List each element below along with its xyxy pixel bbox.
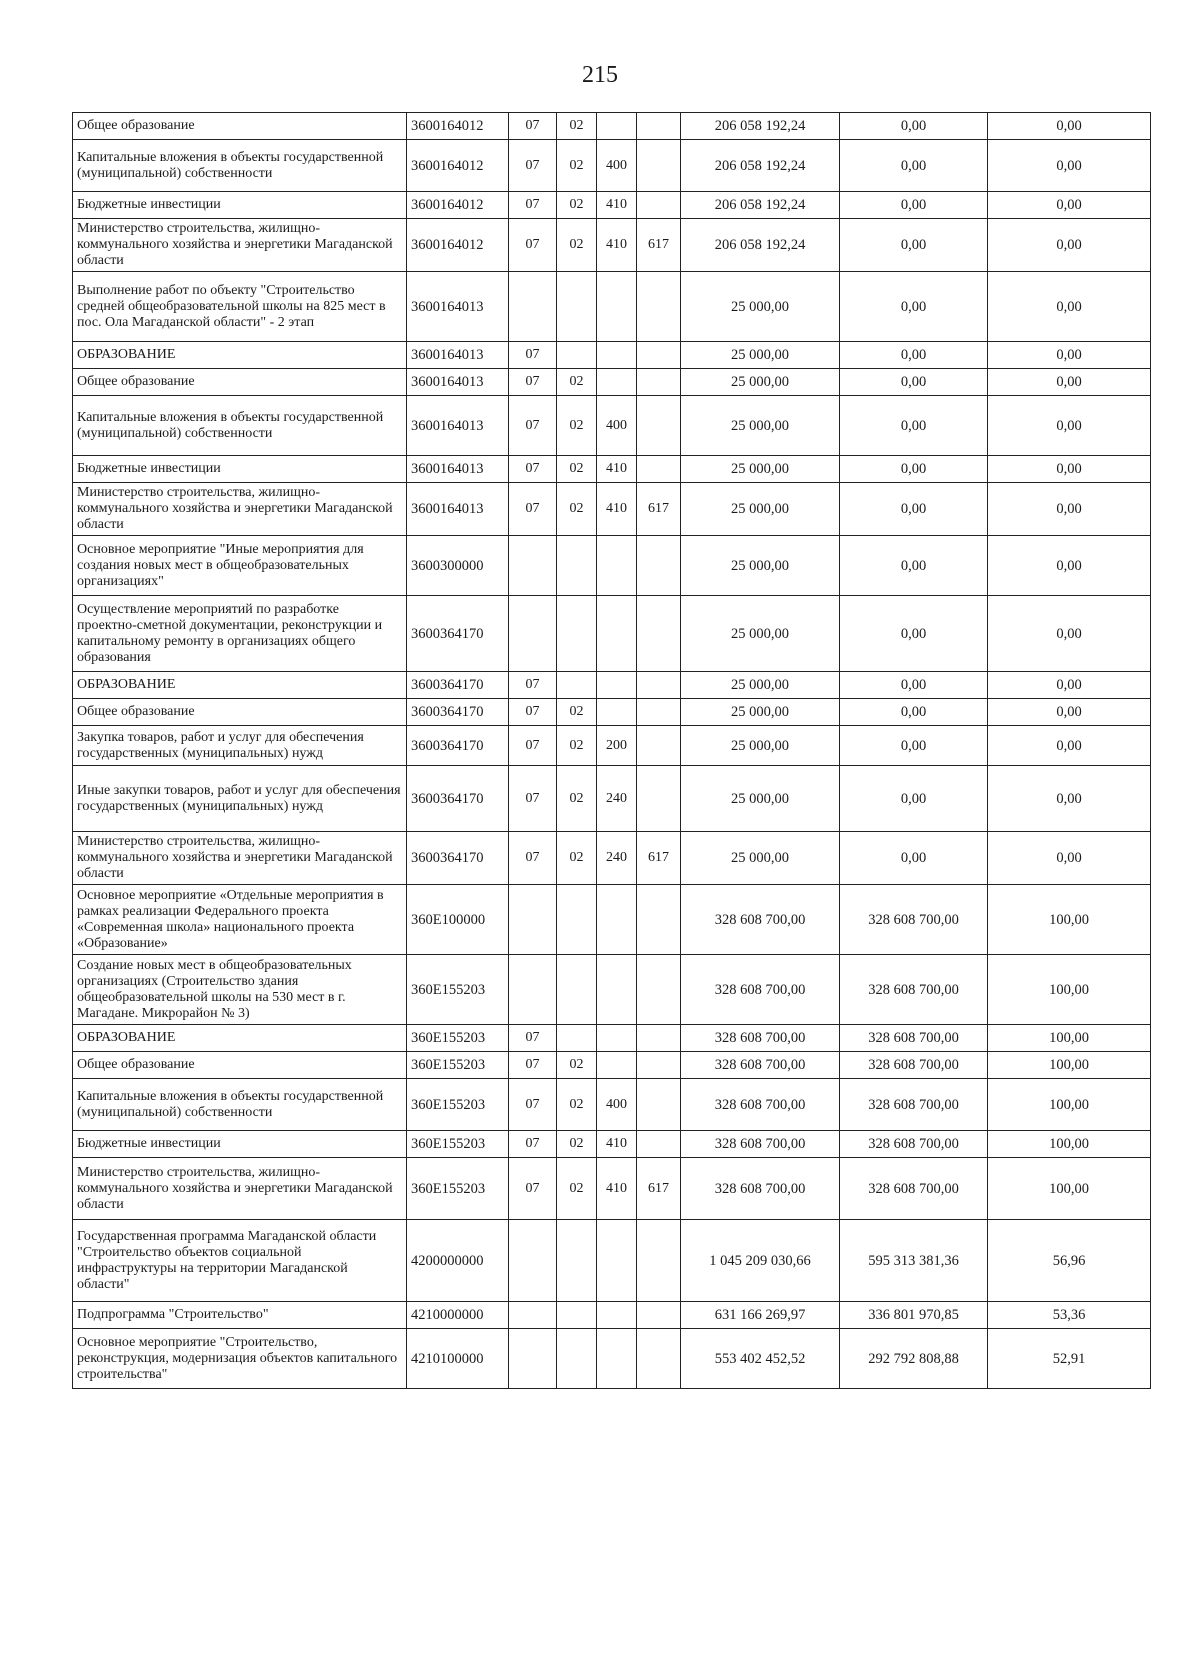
table-row xyxy=(73,1079,1151,1131)
row-name-cell: Министерство строительства, жилищно-коммунального хозяйства и энергетики Магаданской области xyxy=(73,483,407,536)
target-article-cell: 4200000000 xyxy=(407,1220,509,1302)
subsection-cell: 02 xyxy=(557,1079,597,1131)
approved-amount-cell: 328 608 700,00 xyxy=(681,955,840,1025)
target-article-cell: 360E100000 xyxy=(407,885,509,955)
subsection-cell xyxy=(557,885,597,955)
approved-amount-cell: 328 608 700,00 xyxy=(681,1079,840,1131)
execution-percent-cell: 0,00 xyxy=(988,456,1151,483)
subsection-cell xyxy=(557,672,597,699)
section-cell: 07 xyxy=(509,1131,557,1158)
table-row xyxy=(73,483,1151,536)
executed-amount-cell: 328 608 700,00 xyxy=(840,1052,988,1079)
ministry-code-cell xyxy=(637,1220,681,1302)
row-name-cell: Бюджетные инвестиции xyxy=(73,1131,407,1158)
execution-percent-cell: 100,00 xyxy=(988,1052,1151,1079)
expense-type-cell: 400 xyxy=(597,1079,637,1131)
target-article-cell: 3600364170 xyxy=(407,672,509,699)
row-name-cell: Общее образование xyxy=(73,369,407,396)
subsection-cell xyxy=(557,536,597,596)
section-cell xyxy=(509,1220,557,1302)
ministry-code-cell xyxy=(637,1025,681,1052)
executed-amount-cell: 0,00 xyxy=(840,369,988,396)
row-name-cell: Закупка товаров, работ и услуг для обеспечения государственных (муниципальных) нужд xyxy=(73,726,407,766)
approved-amount-cell: 25 000,00 xyxy=(681,832,840,885)
table-row xyxy=(73,955,1151,1025)
executed-amount-cell: 328 608 700,00 xyxy=(840,885,988,955)
expense-type-cell xyxy=(597,885,637,955)
expense-type-cell: 200 xyxy=(597,726,637,766)
row-name-cell: Основное мероприятие "Строительство, реконструкция, модернизация объектов капитального строительства" xyxy=(73,1329,407,1389)
execution-percent-cell: 0,00 xyxy=(988,699,1151,726)
expense-type-cell xyxy=(597,1302,637,1329)
target-article-cell: 3600164013 xyxy=(407,483,509,536)
execution-percent-cell: 0,00 xyxy=(988,369,1151,396)
executed-amount-cell: 0,00 xyxy=(840,672,988,699)
ministry-code-cell xyxy=(637,396,681,456)
target-article-cell: 4210000000 xyxy=(407,1302,509,1329)
ministry-code-cell xyxy=(637,1052,681,1079)
execution-percent-cell: 0,00 xyxy=(988,140,1151,192)
executed-amount-cell: 328 608 700,00 xyxy=(840,1025,988,1052)
target-article-cell: 3600164013 xyxy=(407,396,509,456)
ministry-code-cell: 617 xyxy=(637,219,681,272)
approved-amount-cell: 25 000,00 xyxy=(681,272,840,342)
executed-amount-cell: 0,00 xyxy=(840,483,988,536)
approved-amount-cell: 25 000,00 xyxy=(681,342,840,369)
target-article-cell: 3600164013 xyxy=(407,272,509,342)
ministry-code-cell xyxy=(637,726,681,766)
executed-amount-cell: 336 801 970,85 xyxy=(840,1302,988,1329)
table-row xyxy=(73,536,1151,596)
ministry-code-cell xyxy=(637,885,681,955)
row-name-cell: ОБРАЗОВАНИЕ xyxy=(73,672,407,699)
expense-type-cell xyxy=(597,1052,637,1079)
table-row xyxy=(73,1131,1151,1158)
ministry-code-cell xyxy=(637,1302,681,1329)
table-row xyxy=(73,1052,1151,1079)
ministry-code-cell xyxy=(637,1079,681,1131)
table-row xyxy=(73,726,1151,766)
table-row xyxy=(73,369,1151,396)
ministry-code-cell xyxy=(637,955,681,1025)
execution-percent-cell: 0,00 xyxy=(988,219,1151,272)
expense-type-cell: 410 xyxy=(597,1158,637,1220)
section-cell: 07 xyxy=(509,1052,557,1079)
execution-percent-cell: 0,00 xyxy=(988,272,1151,342)
executed-amount-cell: 595 313 381,36 xyxy=(840,1220,988,1302)
subsection-cell xyxy=(557,342,597,369)
expense-type-cell: 410 xyxy=(597,1131,637,1158)
executed-amount-cell: 0,00 xyxy=(840,456,988,483)
executed-amount-cell: 328 608 700,00 xyxy=(840,1079,988,1131)
approved-amount-cell: 631 166 269,97 xyxy=(681,1302,840,1329)
subsection-cell xyxy=(557,596,597,672)
execution-percent-cell: 0,00 xyxy=(988,536,1151,596)
row-name-cell: Основное мероприятие «Отдельные мероприятия в рамках реализации Федерального проекта «Современная школа» национального проекта «Образование» xyxy=(73,885,407,955)
row-name-cell: Министерство строительства, жилищно-коммунального хозяйства и энергетики Магаданской области xyxy=(73,1158,407,1220)
table-row xyxy=(73,219,1151,272)
ministry-code-cell: 617 xyxy=(637,1158,681,1220)
ministry-code-cell xyxy=(637,699,681,726)
subsection-cell: 02 xyxy=(557,113,597,140)
executed-amount-cell: 0,00 xyxy=(840,699,988,726)
expense-type-cell: 410 xyxy=(597,483,637,536)
table-row xyxy=(73,1302,1151,1329)
target-article-cell: 3600364170 xyxy=(407,766,509,832)
approved-amount-cell: 328 608 700,00 xyxy=(681,1025,840,1052)
row-name-cell: Капитальные вложения в объекты государственной (муниципальной) собственности xyxy=(73,1079,407,1131)
approved-amount-cell: 206 058 192,24 xyxy=(681,192,840,219)
approved-amount-cell: 25 000,00 xyxy=(681,396,840,456)
ministry-code-cell xyxy=(637,369,681,396)
subsection-cell xyxy=(557,1329,597,1389)
approved-amount-cell: 25 000,00 xyxy=(681,456,840,483)
ministry-code-cell xyxy=(637,113,681,140)
executed-amount-cell: 0,00 xyxy=(840,342,988,369)
section-cell: 07 xyxy=(509,140,557,192)
section-cell xyxy=(509,272,557,342)
executed-amount-cell: 0,00 xyxy=(840,396,988,456)
execution-percent-cell: 100,00 xyxy=(988,1025,1151,1052)
row-name-cell: Общее образование xyxy=(73,1052,407,1079)
approved-amount-cell: 1 045 209 030,66 xyxy=(681,1220,840,1302)
row-name-cell: Бюджетные инвестиции xyxy=(73,456,407,483)
page-number: 215 xyxy=(582,62,618,88)
executed-amount-cell: 292 792 808,88 xyxy=(840,1329,988,1389)
expense-type-cell xyxy=(597,342,637,369)
target-article-cell: 3600164013 xyxy=(407,456,509,483)
section-cell: 07 xyxy=(509,369,557,396)
target-article-cell: 3600364170 xyxy=(407,832,509,885)
table-row xyxy=(73,396,1151,456)
table-row xyxy=(73,596,1151,672)
executed-amount-cell: 0,00 xyxy=(840,726,988,766)
table-row xyxy=(73,272,1151,342)
table-row xyxy=(73,1329,1151,1389)
subsection-cell xyxy=(557,272,597,342)
table-row xyxy=(73,1025,1151,1052)
executed-amount-cell: 0,00 xyxy=(840,766,988,832)
executed-amount-cell: 0,00 xyxy=(840,596,988,672)
target-article-cell: 360E155203 xyxy=(407,1131,509,1158)
subsection-cell: 02 xyxy=(557,483,597,536)
table-row xyxy=(73,113,1151,140)
approved-amount-cell: 328 608 700,00 xyxy=(681,1158,840,1220)
execution-percent-cell: 0,00 xyxy=(988,832,1151,885)
row-name-cell: Подпрограмма "Строительство" xyxy=(73,1302,407,1329)
subsection-cell: 02 xyxy=(557,369,597,396)
expense-type-cell xyxy=(597,699,637,726)
approved-amount-cell: 328 608 700,00 xyxy=(681,1052,840,1079)
target-article-cell: 3600164013 xyxy=(407,369,509,396)
ministry-code-cell xyxy=(637,272,681,342)
budget-table xyxy=(72,112,1151,1389)
row-name-cell: Министерство строительства, жилищно-коммунального хозяйства и энергетики Магаданской области xyxy=(73,219,407,272)
section-cell xyxy=(509,885,557,955)
target-article-cell: 3600164012 xyxy=(407,140,509,192)
execution-percent-cell: 100,00 xyxy=(988,1131,1151,1158)
section-cell: 07 xyxy=(509,1079,557,1131)
expense-type-cell xyxy=(597,596,637,672)
executed-amount-cell: 328 608 700,00 xyxy=(840,1158,988,1220)
ministry-code-cell xyxy=(637,672,681,699)
table-row xyxy=(73,832,1151,885)
section-cell: 07 xyxy=(509,456,557,483)
ministry-code-cell xyxy=(637,596,681,672)
subsection-cell: 02 xyxy=(557,192,597,219)
executed-amount-cell: 0,00 xyxy=(840,140,988,192)
ministry-code-cell xyxy=(637,140,681,192)
target-article-cell: 360E155203 xyxy=(407,1158,509,1220)
target-article-cell: 3600300000 xyxy=(407,536,509,596)
execution-percent-cell: 0,00 xyxy=(988,342,1151,369)
executed-amount-cell: 0,00 xyxy=(840,832,988,885)
section-cell: 07 xyxy=(509,342,557,369)
row-name-cell: Основное мероприятие "Иные мероприятия для создания новых мест в общеобразовательных организациях" xyxy=(73,536,407,596)
table-row xyxy=(73,342,1151,369)
expense-type-cell xyxy=(597,536,637,596)
subsection-cell xyxy=(557,1025,597,1052)
approved-amount-cell: 206 058 192,24 xyxy=(681,140,840,192)
execution-percent-cell: 53,36 xyxy=(988,1302,1151,1329)
approved-amount-cell: 25 000,00 xyxy=(681,766,840,832)
execution-percent-cell: 0,00 xyxy=(988,483,1151,536)
row-name-cell: Создание новых мест в общеобразовательных организациях (Строительство здания общеобразовательной школы на 530 мест в г. Магадане. Микрорайон № 3) xyxy=(73,955,407,1025)
approved-amount-cell: 25 000,00 xyxy=(681,726,840,766)
ministry-code-cell: 617 xyxy=(637,832,681,885)
section-cell: 07 xyxy=(509,766,557,832)
target-article-cell: 360E155203 xyxy=(407,1052,509,1079)
section-cell: 07 xyxy=(509,219,557,272)
target-article-cell: 3600364170 xyxy=(407,699,509,726)
execution-percent-cell: 56,96 xyxy=(988,1220,1151,1302)
row-name-cell: Выполнение работ по объекту "Строительство средней общеобразовательной школы на 825 мест в пос. Ола Магаданской области" - 2 этап xyxy=(73,272,407,342)
approved-amount-cell: 25 000,00 xyxy=(681,483,840,536)
subsection-cell xyxy=(557,955,597,1025)
executed-amount-cell: 0,00 xyxy=(840,272,988,342)
execution-percent-cell: 0,00 xyxy=(988,396,1151,456)
expense-type-cell: 240 xyxy=(597,832,637,885)
table-row xyxy=(73,766,1151,832)
section-cell xyxy=(509,1329,557,1389)
executed-amount-cell: 0,00 xyxy=(840,219,988,272)
approved-amount-cell: 25 000,00 xyxy=(681,369,840,396)
expense-type-cell xyxy=(597,272,637,342)
subsection-cell: 02 xyxy=(557,396,597,456)
section-cell: 07 xyxy=(509,1025,557,1052)
table-row xyxy=(73,140,1151,192)
subsection-cell: 02 xyxy=(557,140,597,192)
section-cell xyxy=(509,536,557,596)
table-row xyxy=(73,885,1151,955)
ministry-code-cell xyxy=(637,456,681,483)
row-name-cell: ОБРАЗОВАНИЕ xyxy=(73,342,407,369)
expense-type-cell: 240 xyxy=(597,766,637,832)
row-name-cell: Общее образование xyxy=(73,113,407,140)
approved-amount-cell: 206 058 192,24 xyxy=(681,113,840,140)
table-row xyxy=(73,1220,1151,1302)
subsection-cell: 02 xyxy=(557,1131,597,1158)
target-article-cell: 360E155203 xyxy=(407,955,509,1025)
expense-type-cell xyxy=(597,1025,637,1052)
ministry-code-cell xyxy=(637,1131,681,1158)
row-name-cell: Государственная программа Магаданской области "Строительство объектов социальной инфраструктуры на территории Магаданской области" xyxy=(73,1220,407,1302)
subsection-cell xyxy=(557,1302,597,1329)
execution-percent-cell: 100,00 xyxy=(988,955,1151,1025)
execution-percent-cell: 0,00 xyxy=(988,596,1151,672)
target-article-cell: 3600164013 xyxy=(407,342,509,369)
ministry-code-cell xyxy=(637,1329,681,1389)
execution-percent-cell: 0,00 xyxy=(988,672,1151,699)
approved-amount-cell: 328 608 700,00 xyxy=(681,1131,840,1158)
expense-type-cell: 410 xyxy=(597,456,637,483)
row-name-cell: Капитальные вложения в объекты государственной (муниципальной) собственности xyxy=(73,396,407,456)
table-row xyxy=(73,192,1151,219)
subsection-cell xyxy=(557,1220,597,1302)
executed-amount-cell: 0,00 xyxy=(840,192,988,219)
execution-percent-cell: 0,00 xyxy=(988,192,1151,219)
table-row xyxy=(73,699,1151,726)
section-cell: 07 xyxy=(509,672,557,699)
row-name-cell: Капитальные вложения в объекты государственной (муниципальной) собственности xyxy=(73,140,407,192)
table-row xyxy=(73,672,1151,699)
row-name-cell: ОБРАЗОВАНИЕ xyxy=(73,1025,407,1052)
row-name-cell: Министерство строительства, жилищно-коммунального хозяйства и энергетики Магаданской области xyxy=(73,832,407,885)
target-article-cell: 4210100000 xyxy=(407,1329,509,1389)
row-name-cell: Общее образование xyxy=(73,699,407,726)
subsection-cell: 02 xyxy=(557,1158,597,1220)
section-cell xyxy=(509,596,557,672)
section-cell xyxy=(509,1302,557,1329)
target-article-cell: 360E155203 xyxy=(407,1025,509,1052)
subsection-cell: 02 xyxy=(557,219,597,272)
execution-percent-cell: 100,00 xyxy=(988,885,1151,955)
approved-amount-cell: 25 000,00 xyxy=(681,672,840,699)
section-cell: 07 xyxy=(509,699,557,726)
row-name-cell: Бюджетные инвестиции xyxy=(73,192,407,219)
approved-amount-cell: 25 000,00 xyxy=(681,536,840,596)
table-body xyxy=(73,113,1151,1389)
subsection-cell: 02 xyxy=(557,456,597,483)
execution-percent-cell: 0,00 xyxy=(988,726,1151,766)
row-name-cell: Осуществление мероприятий по разработке проектно-сметной документации, реконструкции и капитальному ремонту в организациях общего образования xyxy=(73,596,407,672)
target-article-cell: 3600164012 xyxy=(407,219,509,272)
section-cell: 07 xyxy=(509,192,557,219)
execution-percent-cell: 0,00 xyxy=(988,113,1151,140)
expense-type-cell: 400 xyxy=(597,396,637,456)
expense-type-cell: 400 xyxy=(597,140,637,192)
execution-percent-cell: 100,00 xyxy=(988,1158,1151,1220)
expense-type-cell xyxy=(597,369,637,396)
execution-percent-cell: 100,00 xyxy=(988,1079,1151,1131)
approved-amount-cell: 328 608 700,00 xyxy=(681,885,840,955)
executed-amount-cell: 328 608 700,00 xyxy=(840,955,988,1025)
ministry-code-cell: 617 xyxy=(637,483,681,536)
section-cell: 07 xyxy=(509,726,557,766)
subsection-cell: 02 xyxy=(557,699,597,726)
expense-type-cell xyxy=(597,1329,637,1389)
approved-amount-cell: 25 000,00 xyxy=(681,596,840,672)
section-cell: 07 xyxy=(509,1158,557,1220)
section-cell: 07 xyxy=(509,113,557,140)
expense-type-cell xyxy=(597,672,637,699)
ministry-code-cell xyxy=(637,342,681,369)
target-article-cell: 3600364170 xyxy=(407,726,509,766)
executed-amount-cell: 328 608 700,00 xyxy=(840,1131,988,1158)
subsection-cell: 02 xyxy=(557,766,597,832)
execution-percent-cell: 0,00 xyxy=(988,766,1151,832)
target-article-cell: 360E155203 xyxy=(407,1079,509,1131)
row-name-cell: Иные закупки товаров, работ и услуг для обеспечения государственных (муниципальных) нужд xyxy=(73,766,407,832)
approved-amount-cell: 25 000,00 xyxy=(681,699,840,726)
target-article-cell: 3600164012 xyxy=(407,192,509,219)
subsection-cell: 02 xyxy=(557,1052,597,1079)
target-article-cell: 3600164012 xyxy=(407,113,509,140)
subsection-cell: 02 xyxy=(557,832,597,885)
execution-percent-cell: 52,91 xyxy=(988,1329,1151,1389)
section-cell: 07 xyxy=(509,396,557,456)
subsection-cell: 02 xyxy=(557,726,597,766)
section-cell: 07 xyxy=(509,483,557,536)
ministry-code-cell xyxy=(637,536,681,596)
section-cell xyxy=(509,955,557,1025)
expense-type-cell: 410 xyxy=(597,219,637,272)
target-article-cell: 3600364170 xyxy=(407,596,509,672)
expense-type-cell xyxy=(597,1220,637,1302)
expense-type-cell: 410 xyxy=(597,192,637,219)
table-row xyxy=(73,1158,1151,1220)
section-cell: 07 xyxy=(509,832,557,885)
executed-amount-cell: 0,00 xyxy=(840,536,988,596)
expense-type-cell xyxy=(597,955,637,1025)
approved-amount-cell: 553 402 452,52 xyxy=(681,1329,840,1389)
table-row xyxy=(73,456,1151,483)
ministry-code-cell xyxy=(637,192,681,219)
expense-type-cell xyxy=(597,113,637,140)
executed-amount-cell: 0,00 xyxy=(840,113,988,140)
approved-amount-cell: 206 058 192,24 xyxy=(681,219,840,272)
ministry-code-cell xyxy=(637,766,681,832)
